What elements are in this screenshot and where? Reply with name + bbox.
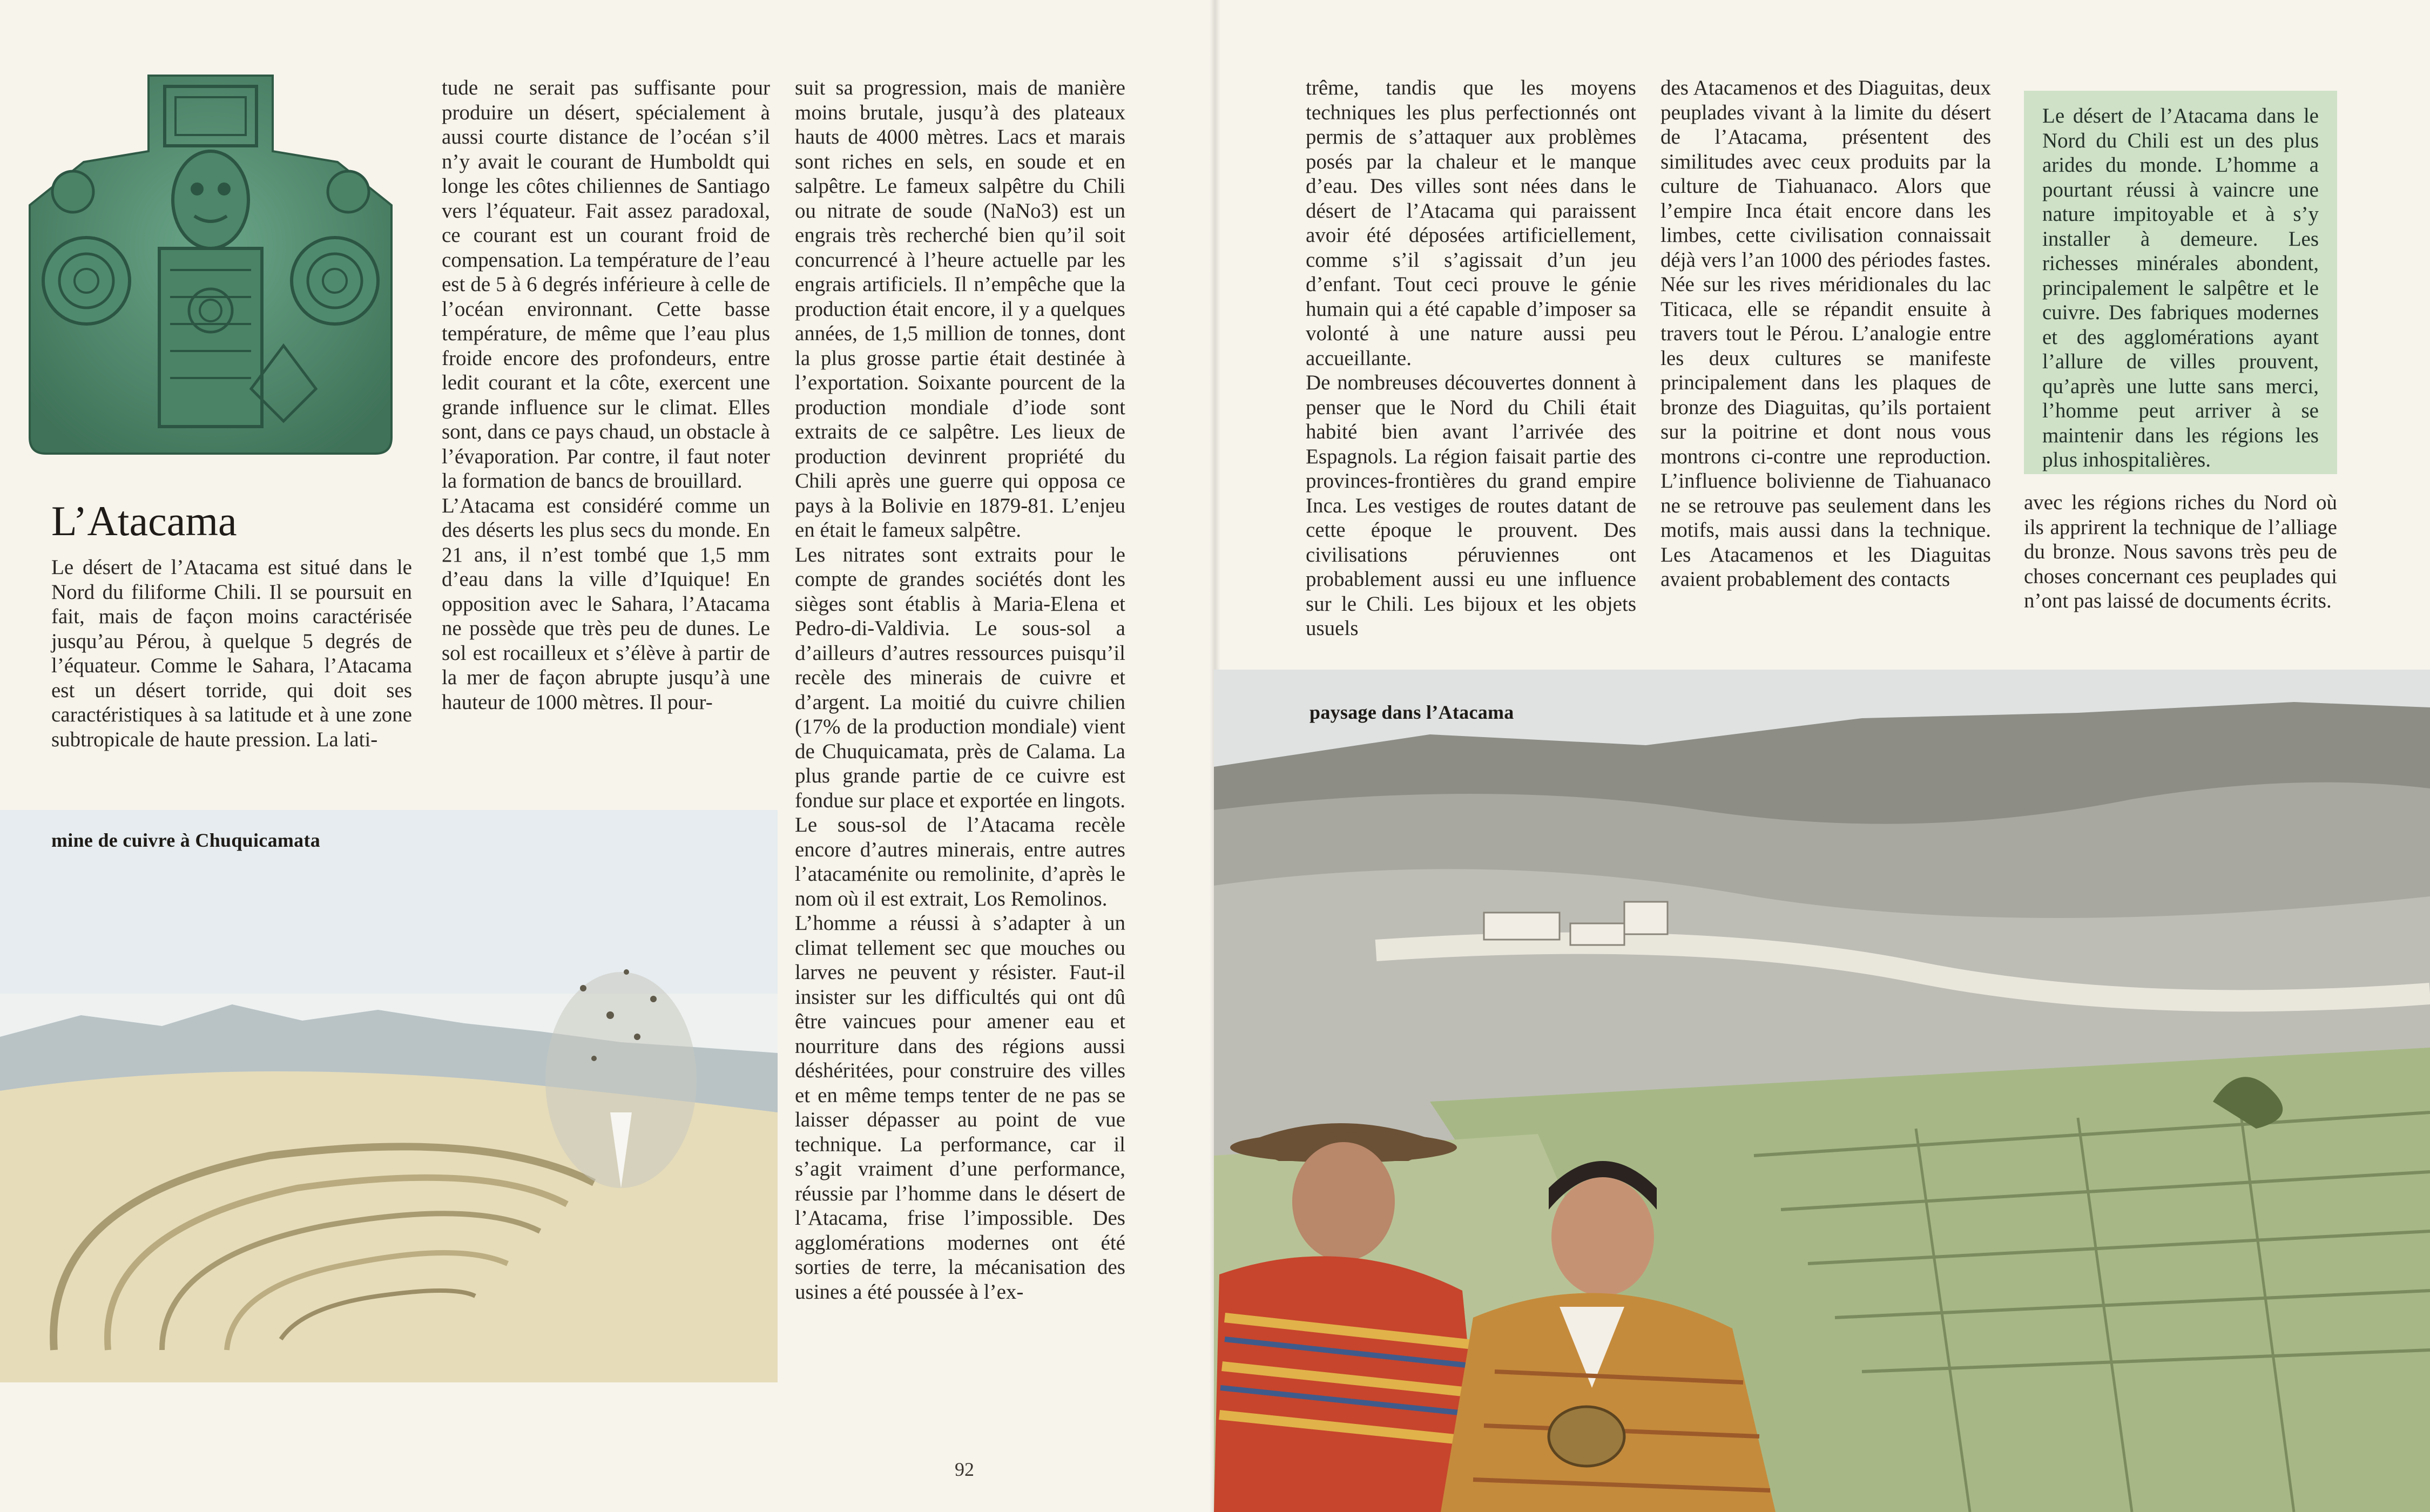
- paragraph: Les nitrates sont extraits pour le compte de grandes sociétés dont les sièges sont établis à Maria-Elena et Pedro-di-Valdivia. Le sous-sol a d’ailleurs d’autres ressources puisqu’il recèle des minerais de cuivre et d’argent. La moitié du cuivre chilien (17% de la production mondiale) vient de Chuquicamata, près de Calama. La plus grande partie de ce cuivre est fondue sur place et exportée en lingots. Le sous-sol de l’Atacama recèle encore d’autres minerais, entre autres l’atacaménite ou remolinite, d’après le nom où il est extrait, Los Remolinos.: [795, 543, 1125, 910]
- text-column-5: [1660, 76, 1991, 592]
- atacama-landscape-illustration: [1214, 670, 2430, 1512]
- text-column-6: [2024, 490, 2337, 613]
- paragraph: trême, tandis que les moyens techniques les plus perfectionnés ont permis de s’attaquer aux problèmes posés par la chaleur et le manque d’eau. Des villes sont nées dans le désert de l’Atacama qui paraissent avoir été déposées artificiellement, comme s’il s’agissait d’un jeu d’enfant. Tout ceci prouve le génie humain qui a été capable d’imposer sa volonté à une nature aussi peu accueillante.: [1306, 76, 1636, 370]
- page-number: 92: [955, 1459, 974, 1480]
- paragraph: tude ne serait pas suffisante pour produire un désert, spécialement à aussi courte distance de l’océan s’il n’y avait le courant de Humboldt qui longe les côtes chiliennes de Santiago vers l’équateur. Fait assez paradoxal, ce courant est un courant froid de compensation. La température de l’eau est de 5 à 6 degrés inférieure à celle de l’océan environnant. Cette basse température, de même que l’eau plus froide encore des profondeurs, entre ledit courant et la côte, exercent une grande influence sur le climat. Elles sont, dans ce pays chaud, un obstacle à l’évaporation. Par contre, il faut noter la formation de bancs de brouillard.: [442, 76, 770, 492]
- page-title: L’Atacama: [51, 497, 237, 544]
- paragraph: des Atacamenos et des Diaguitas, deux peuplades vivant à la limite du désert de l’Atacama, présentent des similitudes avec ceux produits par la culture de Tiahuanaco. Alors que l’empire Inca était encore dans les limbes, cette civilisation connaissait déjà vers l’an 1000 des périodes fastes. Née sur les rives méridionales du lac Titicaca, elle se répandit ensuite à travers tout le Pérou. L’analogie entre les deux cultures se manifeste principalement dans les plaques de bronze des Diaguitas, qu’ils portaient sur la poitrine et dont nous vous montrons ci-contre une reproduction. L’influence bolivienne de Tiahuanaco ne se retrouve pas seulement dans les motifs, mais aussi dans la technique. Les Atacamenos et les Diaguitas avaient probablement des contacts: [1660, 76, 1991, 591]
- paragraph: De nombreuses découvertes donnent à penser que le Nord du Chili était habité bien avant l’arrivée des Espagnols. La région faisait partie des provinces-frontières du grand empire Inca. Les vestiges de routes datant de cette époque le prouvent. Des civilisations péruviennes ont probablement aussi eu une influence sur le Chili. Les bijoux et les objets usuels: [1306, 371, 1636, 640]
- text-column-3: [795, 76, 1125, 1304]
- text-column-2: [442, 76, 770, 714]
- intro-column: [51, 555, 412, 752]
- paragraph: L’Atacama est considéré comme un des déserts les plus secs du monde. En 21 ans, il n’est tombé que 1,5 mm d’eau dans la ville d’Iquique! En opposition avec le Sahara, l’Atacama ne possède que très peu de dunes. Le sol est rocailleux et s’élève à partir de la mer de façon abrupte jusqu’à une hauteur de 1000 mètres. Il pour-: [442, 494, 770, 714]
- intro-paragraph: Le désert de l’Atacama est situé dans le Nord du filiforme Chili. Il se poursuit en fait, mais de façon moins caractérisée jusqu’au Pérou, à quelque 5 degrés de l’équateur. Comme le Sahara, l’Atacama est un désert torride, qui doit ses caractéristiques à sa latitude et à une zone subtropicale de haute pression. La lati-: [51, 556, 412, 751]
- copper-mine-illustration: [0, 810, 778, 1382]
- mine-caption: mine de cuivre à Chuquicamata: [51, 829, 321, 851]
- landscape-caption: paysage dans l’Atacama: [1310, 701, 1514, 723]
- paragraph: avec les régions riches du Nord où ils apprirent la technique de l’alliage du bronze. Nous savons très peu de choses concernant ces peuplades qui n’ont pas laissé de documents écrits.: [2024, 491, 2337, 612]
- summary-sidebar: [2024, 91, 2337, 474]
- paragraph: L’homme a réussi à s’adapter à un climat tellement sec que mouches ou larves ne peuvent y résister. Faut-il insister sur les difficultés qui ont dû être vaincues pour amener eau et nourriture dans des régions aussi déshéritées, pour construire des villes et en même temps tenter de ne pas se laisser dépasser au point de vue technique. La performance, car il s’agit vraiment d’une performance, réussie par l’homme dans le désert de l’Atacama, frise l’impossible. Des agglomérations modernes ont été sorties de terre, la mécanisation des usines a été poussée à l’ex-: [795, 912, 1125, 1304]
- text-column-4: [1306, 76, 1636, 641]
- sidebar-text: Le désert de l’Atacama dans le Nord du Chili est un des plus arides du monde. L’homme a pourtant réussi à vaincre une nature impitoyable et à s’y installer à demeure. Les richesses minérales abondent, principalement le salpêtre et le cuivre. Des fabriques modernes et des agglomérations ayant l’allure de villes prouvent, qu’après une lutte sans merci, l’homme peut arriver à se maintenir dans les régions les plus inhospitalières.: [2042, 104, 2319, 471]
- paragraph: suit sa progression, mais de manière moins brutale, jusqu’à des plateaux hauts de 4000 mètres. Lacs et marais sont riches en sels, en soude et en salpêtre. Le fameux salpêtre du Chili ou nitrate de soude (NaNo3) est un engrais très recherché bien qu’il soit concurrencé à l’heure actuelle par les engrais artificiels. Il n’empêche que la production était encore, il y a quelques années, de 1,5 million de tonnes, dont la plus grosse partie était destinée à l’exportation. Soixante pourcent de la production mondiale d’iode sont extraits de ce salpêtre. Les lieux de production devinrent propriété du Chili après une guerre qui opposa ce pays à la Bolivie en 1879-81. L’enjeu en était le fameux salpêtre.: [795, 76, 1125, 542]
- bronze-plate-illustration: [14, 65, 408, 464]
